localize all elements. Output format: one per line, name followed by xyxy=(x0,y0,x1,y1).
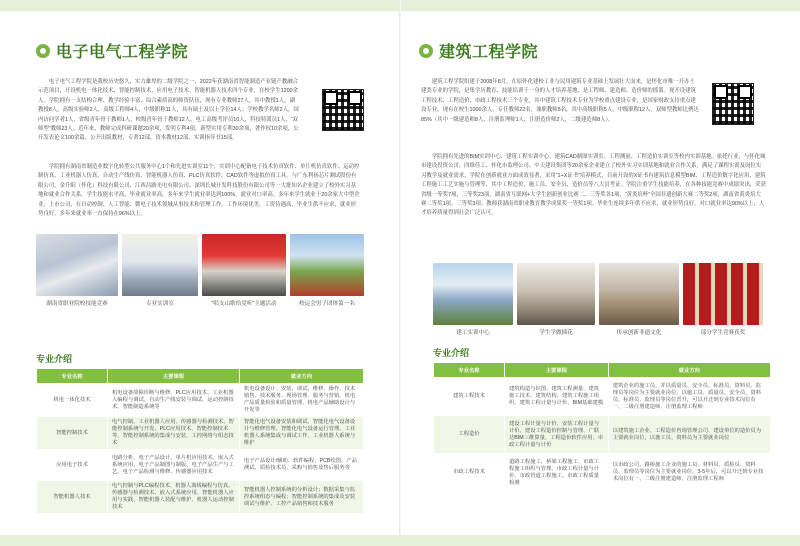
facilities-paragraph: 学院拥有先进的BIM实训中心、建筑工程实训中心、建筑CAD制图实训室、工程测量、工程造价实训室等校内实训基地。依托行业，与怀化城市建设投资公司、四维佳工、怀化市监理公司、中天建设集团等20余家企业建立了校外实习实训基地和就业合作关系，满足了课程实训及岗位实习教学及就业需求。学院在创新就业方面成效显著，采用“1+X证书”培养模式，目前开设的X证书有建筑信息模型BIM、工程造价数字化应用、建筑工程施工工艺实施与管理等，其中工程造价、施工员、安全员、造价员等八大员考证。学院注重学生技能培养，在各种技能竞赛中成绩突出，荣获省级一等奖7项，三等奖23项，湖南省互联网+大学生创新创业比赛二、三等奖各1项，“黄炎培杯”全国非遗创新大赛二等奖2项，湖南省黄炎培大赛二等奖1项，三等奖3项；教师获湖南省职业教育教学成果奖一等奖1项。毕业生连续多年供不应求，就业形势良好，对口就业率达90%以上，人才培养质量得到社会广泛认可。 xyxy=(421,154,767,217)
major-name: 市政工程技术 xyxy=(434,454,505,492)
title-bullet-icon xyxy=(36,44,50,58)
photo-caption: “唱支山歌给党听”主题活动 xyxy=(211,301,277,307)
photo-item xyxy=(202,234,286,307)
table-row xyxy=(37,384,364,417)
major-courses: 建设工程计量与计价、安装工程计量与计价、建设工程造价控制与管理、广联达BIM三维算量、工程造价软件应用、市政工程计量与计价 xyxy=(505,416,609,454)
section-title: 专业介绍 xyxy=(433,348,470,358)
left-title-block xyxy=(36,39,188,62)
major-jobs: 以建筑施工企业、工程造价咨询管理公司、建设单位的造价员为主要就业岗位，以施工员、资料员为主要就业岗位 xyxy=(608,416,770,454)
photo-caption: 校运会男子团体第一名 xyxy=(299,301,355,307)
major-courses: 电气控制、工业机器人应用、传感器与检测技术、智能控制系统与开发、PLC应用技术、智能控制技术等、智能控制系统的集成与安装、工控网络与组态技术 xyxy=(108,417,240,450)
section-title: 专业介绍 xyxy=(36,354,73,364)
left-page xyxy=(0,11,399,535)
heritage-culture-photo xyxy=(599,263,679,325)
facilities-paragraph: 学院拥有湖南省制造业数字化转型公共服务中心1个和先进实训室11个，实训中心配备电子技术仿真软件、单片机仿真软件、运动控制仿真、工业机器人仿真、自动生产线仿真、智能机器人仿真、PLC仿真软件、CAD软件等虚拟仿真工具。与广东利扬芯片测试股份有限公司、金升阳（怀化）科技有限公司、江西昌路光电有限公司、深圳长城开发科技股份有限公司等一大批知名企业建立了校外实习基地和就业合作关系。学生技能水平高，毕业就业率高，多年来学生就业率达到100%，就业对口率高。多年来学生就业于20余家大中型企业，上市公司，在自动控制、人工智能、微电子技术领域从事技术和管理工作，工作环境优美，工资待遇高，毕业生供不应求，就业形势良好，多年来就业率一直保持在96%以上。 xyxy=(38,164,360,218)
major-name: 工程造价 xyxy=(434,416,505,454)
flower-arranging-photo xyxy=(517,263,595,325)
photo-caption: 专业实训室 xyxy=(146,301,174,307)
majors-table xyxy=(433,362,771,492)
qr-code-icon xyxy=(712,83,754,125)
bottom-decor-band xyxy=(0,535,800,546)
table-row xyxy=(434,416,771,454)
photo-caption: 建工实训中心 xyxy=(456,330,490,336)
major-name: 机电一体化技术 xyxy=(37,384,108,417)
column-header: 主要课程 xyxy=(505,363,609,378)
major-jobs: 电子产品设计/辅助、软件编程、PCB绘图、产品测试、质检技术员、采购与销售及售后服务等 xyxy=(239,450,363,481)
photo-strip xyxy=(433,263,763,336)
table-row xyxy=(434,454,771,492)
photo-item xyxy=(122,234,198,307)
photo-caption: 湖南省职业院校技能竞赛 xyxy=(46,301,108,307)
intro-paragraph: 电子电气工程学院是我校历史悠久，实力雄厚的二级学院之一，2022年获湖南省智能制造产业链产教融合示范项目，开设机电一体化技术、智能控制技术、应用电子技术、智能机器人技术四个专业，在校学生1200余人。学院拥有一支结构合理、教学经验丰富、综合素质高的师资队伍，现有专业教师27人，其中教授1人，副教授8人，高级实验师2人，高级工程师4人，中级职称11人，具有硕士及以上学位14人；学校教学名师2人，国内访问学者1人，省级青年骨干教师1人，校级青年骨干教师12人，电工高级考评员10人，科技特派员1人，“双师型”教师23人。近年来，教师完成科研课题20余项，发明专利4项，新型实用专利30余项，著作权10余项，公开发表论文100余篇，公开出版教材，专著12部，资本教材12部，实训指导书15部。 xyxy=(38,79,299,142)
sports-team-photo xyxy=(290,234,364,296)
major-name: 应用电子技术 xyxy=(37,450,108,481)
column-header: 就业方向 xyxy=(239,369,363,384)
photo-item xyxy=(599,263,679,336)
table-header-row xyxy=(434,363,771,378)
right-page xyxy=(401,11,800,535)
lab-photo xyxy=(122,234,198,296)
photo-item xyxy=(433,263,513,336)
photo-item xyxy=(683,263,763,336)
photo-item xyxy=(36,234,118,307)
qr-code-icon xyxy=(322,89,364,131)
major-jobs: 机电设备设计、安装、调试、维修、操作、技术销售、技术服务、现场管理、服务与营销、机电产品质量检验和质量管理、机电产品辅助设计与开发等 xyxy=(239,384,363,417)
page-title: 建筑工程学院 xyxy=(439,44,539,61)
photo-item xyxy=(517,263,595,336)
photo-caption: 部分学生竞赛获奖 xyxy=(700,330,746,336)
photo-caption: 传承创新非遗文化 xyxy=(616,330,662,336)
major-name: 建筑工程技术 xyxy=(434,378,505,416)
table-header-row xyxy=(37,369,364,384)
major-jobs: 建筑企业的施工员，并以质量员、安全员、标准员、资料员、监理员等岗位为主要就业岗位，以施工员、质量员、安全员、资料员、标准员、监理员等岗位晋升，可以升迁到专业技术岗位有一、二级注册建造师、注册监理工程师 xyxy=(608,378,770,416)
major-courses: 电气控制与PLC编程技术、机器人离线编程与仿真、传感器与检测技术、嵌入式系统应用、智能机器人应用与实践、智能机器人装配与维护、机器人运动控制技术 xyxy=(108,481,240,514)
table-row xyxy=(37,417,364,450)
major-jobs: 智能化电气设备安装和调试、智能化电气设备设计与维修管理、智能化电气设备运行管理、工业机器人系统集成与调试工作、工业机器人系统与维护 xyxy=(239,417,363,450)
column-header: 专业名称 xyxy=(37,369,108,384)
table-row xyxy=(37,481,364,514)
column-header: 就业方向 xyxy=(608,363,770,378)
photo-strip xyxy=(36,234,364,307)
major-name: 智能机器人技术 xyxy=(37,481,108,514)
intro-paragraph: 建筑工程学院组建于2008年8月，在原怀化建校工业与民用建筑专业基础上发展壮大而来，是怀化市唯一开办土建类专业的学院，是集学历教育、技能培训于一身的人才培养基地，是工程师、建造师、造价师的摇篮。现开设建筑工程技术、工程造价、市政工程技术三个专业，其中建筑工程技术专业为学校重点建设专业，是国家财政支持重点建设专业。现有在校生1000余人，专任教师22名，兼职教师5名，其中高级职称5人，中级职称12人，双师型教师比例达85%（其中一级建造师8人，注册监理师1人，注册造价师2人，二级建造师8人）。 xyxy=(421,79,699,123)
party-event-photo xyxy=(202,234,286,296)
right-title-block xyxy=(419,39,538,62)
major-courses: 电路分析、电子产品设计、单片机应用技术、嵌入式系统应用、电子产品制图与制版、电子产品生产与工艺、电子产品检测与维修、传感器应用技术 xyxy=(108,450,240,481)
photo-item xyxy=(290,234,364,307)
major-name: 智能控制技术 xyxy=(37,417,108,450)
photo-caption: 学生学做插花 xyxy=(539,330,573,336)
training-center-photo xyxy=(433,263,513,325)
title-bullet-icon xyxy=(419,44,433,58)
major-courses: 建筑构造与识图、建筑工程测量、建筑施工技术、建筑结构、建筑工程施工组织、建筑工程计量与计价、BIM基础建模 xyxy=(505,378,609,416)
table-row xyxy=(434,378,771,416)
major-courses: 机电设备故障诊断与维修、PLC应用技术、工业机器人编程与调试、自动生产线安装与调试、运动控制技术、智能制造系统等 xyxy=(108,384,240,417)
page-title: 电子电气工程学院 xyxy=(56,44,189,61)
major-jobs: 以市政公司、路桥施工企业的施工员、材料员、质检员、资料员、监理员等岗位为主要就业岗位，3-5年后，可以升迁到专业技术岗位有一、二级注册建造师、注册监理工程师 xyxy=(608,454,770,492)
majors-table xyxy=(36,368,364,514)
column-header: 主要课程 xyxy=(108,369,240,384)
competition-photo xyxy=(36,234,118,296)
major-courses: 道路工程施工、桥梁工程施工、市政工程施工组织与管理、市政工程计量与计价、市政管道工程施工、市政工程质量检测 xyxy=(505,454,609,492)
award-certificates-photo xyxy=(683,263,763,325)
column-header: 专业名称 xyxy=(434,363,505,378)
major-jobs: 智能机器人控制系统的分析设计；数据采集与监控系统组态与编程；智能控制系统的集成及安装调试与维护、工控产品销售和技术服务 xyxy=(239,481,363,514)
table-row xyxy=(37,450,364,481)
